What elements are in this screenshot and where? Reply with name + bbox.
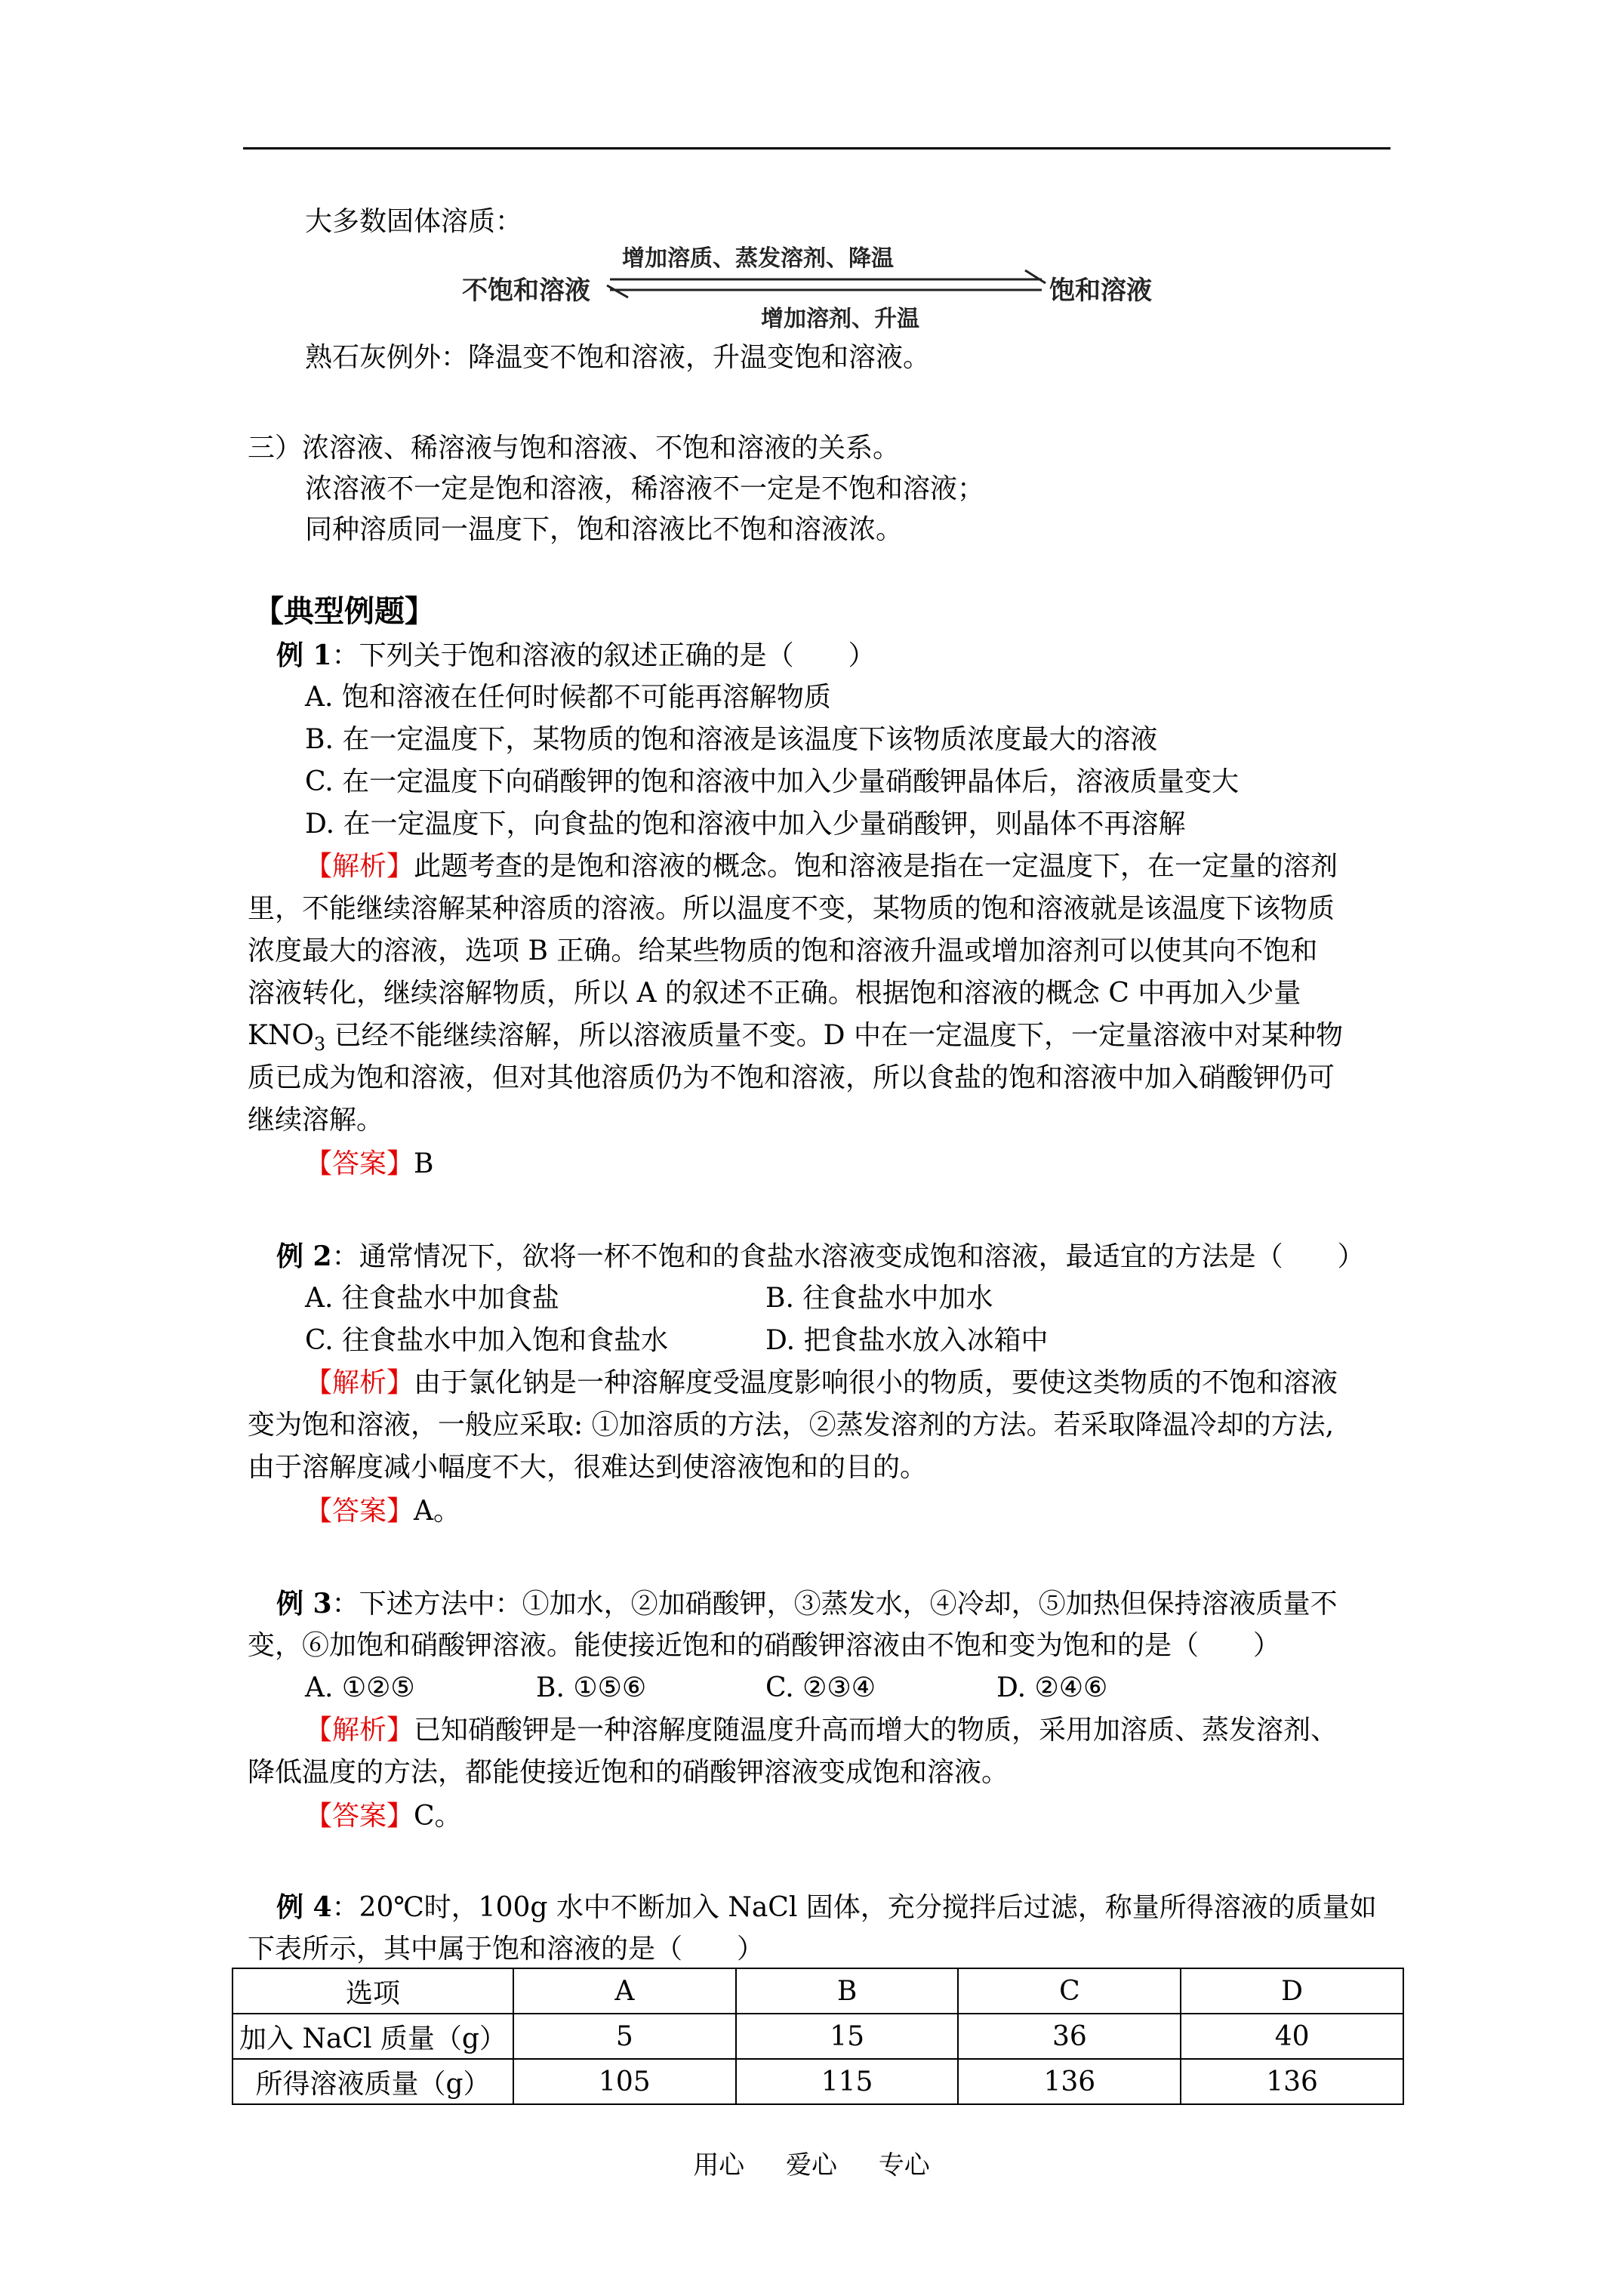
section3-line1: 浓溶液不一定是饱和溶液，稀溶液不一定是不饱和溶液； [305, 473, 985, 504]
ex1-kno-subscript: 3 [313, 1034, 326, 1056]
ex3-answer [305, 1800, 462, 1833]
table-cell: 36 [958, 2014, 1181, 2059]
table-row [233, 2014, 1403, 2059]
ex2-answer [305, 1495, 460, 1528]
ex1-question-text: ：下列关于饱和溶液的叙述正确的是（ ） [331, 640, 876, 671]
ex3-answer-tag: 【答案】 [305, 1801, 414, 1832]
ex2-analysis-line1 [305, 1367, 1338, 1400]
ex1-analysis-line7: 继续溶解。 [248, 1105, 384, 1136]
ex2-question [276, 1240, 1365, 1274]
table-cell: 136 [1181, 2059, 1403, 2104]
forward-arrow-head [1025, 270, 1046, 283]
table-cell: 136 [958, 2059, 1181, 2104]
ex1-analysis-line4: 溶液转化，继续溶解物质，所以 A 的叙述不正确。根据饱和溶液的概念 C 中再加入少量 [248, 978, 1301, 1009]
footer-word: 爱心 [786, 2150, 837, 2180]
ex3-label: 例 3 [276, 1588, 332, 1620]
table-header-row [233, 1968, 1403, 2014]
ex2-option-b: B. 往食盐水中加水 [765, 1283, 993, 1314]
ex1-analysis-line5 [248, 1019, 1343, 1061]
table-cell: 加入 NaCl 质量（g） [233, 2014, 513, 2059]
ex1-analysis-text1: 此题考查的是饱和溶液的概念。饱和溶液是指在一定温度下，在一定量的溶剂 [414, 851, 1338, 882]
ex1-label: 例 1 [276, 639, 332, 671]
section3-line2: 同种溶质同一温度下，饱和溶液比不饱和溶液浓。 [305, 514, 904, 545]
ex2-analysis-line3: 由于溶解度减小幅度不大，很难达到使溶液饱和的目的。 [248, 1452, 928, 1483]
page-footer [0, 2144, 1623, 2181]
ex2-analysis-text1: 由于氯化钠是一种溶解度受温度影响很小的物质，要使这类物质的不饱和溶液 [414, 1367, 1338, 1398]
ex2-label: 例 2 [276, 1240, 332, 1272]
table-cell: 15 [736, 2014, 959, 2059]
ex3-question-line2: 变，⑥加饱和硝酸钾溶液。能使接近饱和的硝酸钾溶液由不饱和变为饱和的是（ ） [248, 1630, 1281, 1661]
ex3-option-b: B. ①⑤⑥ [536, 1672, 647, 1703]
ex1-option-a: A. 饱和溶液在任何时候都不可能再溶解物质 [305, 682, 831, 713]
backward-arrow-head [607, 285, 628, 297]
diagram-top-label: 增加溶质、蒸发溶剂、降温 [622, 245, 894, 272]
ex3-option-c: C. ②③④ [765, 1672, 876, 1703]
ex3-option-a: A. ①②⑤ [305, 1672, 415, 1703]
ex2-answer-value: A。 [414, 1496, 461, 1527]
ex3-question-line1 [276, 1587, 1338, 1621]
ex1-answer-tag: 【答案】 [305, 1148, 414, 1179]
ex1-analysis-tag: 【解析】 [305, 851, 414, 882]
ex2-answer-tag: 【答案】 [305, 1496, 414, 1527]
footer-word: 用心 [693, 2150, 745, 2180]
diagram-bottom-label: 增加溶剂、升温 [761, 306, 919, 331]
diagram-right-label: 饱和溶液 [1049, 276, 1152, 306]
ex1-analysis-line6: 质已成为饱和溶液，但对其他溶质仍为不饱和溶液，所以食盐的饱和溶液中加入硝酸钾仍可 [248, 1062, 1335, 1093]
ex3-answer-value: C。 [414, 1801, 462, 1832]
section3-heading: 三）浓溶液、稀溶液与饱和溶液、不饱和溶液的关系。 [248, 433, 901, 464]
table-row [233, 2059, 1403, 2104]
table-cell: 115 [736, 2059, 959, 2104]
ex1-kno-text: KNO [248, 1020, 314, 1051]
ex1-question [276, 639, 876, 673]
ex1-analysis-text5: 已经不能继续溶解，所以溶液质量不变。D 中在一定温度下，一定量溶液中对某种物 [325, 1020, 1343, 1051]
table-cell: C [958, 1968, 1181, 2014]
ex2-option-c: C. 往食盐水中加入饱和食盐水 [305, 1325, 669, 1356]
ex4-question-line1 [276, 1891, 1377, 1925]
ex4-question-line2: 下表所示，其中属于饱和溶液的是（ ） [248, 1934, 765, 1965]
ex3-analysis-text1: 已知硝酸钾是一种溶解度随温度升高而增大的物质，采用加溶质、蒸发溶剂、 [414, 1715, 1338, 1746]
ex2-question-text: ：通常情况下，欲将一杯不饱和的食盐水溶液变成饱和溶液，最适宜的方法是（ ） [331, 1241, 1365, 1272]
ex2-analysis-line2: 变为饱和溶液，一般应采取: ①加溶质的方法，②蒸发溶剂的方法。若采取降温冷却的方法, [248, 1410, 1335, 1441]
table-cell: A [513, 1968, 736, 2014]
ex3-analysis-tag: 【解析】 [305, 1715, 414, 1746]
ex4-data-table [232, 1968, 1404, 2105]
ex4-label: 例 4 [276, 1891, 332, 1923]
ex1-analysis-line2: 里，不能继续溶解某种溶质的溶液。所以温度不变，某物质的饱和溶液就是该温度下该物质 [248, 893, 1335, 924]
diagram-intro: 大多数固体溶质： [305, 206, 523, 237]
ex1-analysis-line1 [305, 850, 1338, 883]
ex1-answer [305, 1148, 433, 1181]
table-cell: D [1181, 1968, 1403, 2014]
table-cell: 所得溶液质量（g） [233, 2059, 513, 2104]
table-cell: B [736, 1968, 959, 2014]
ex1-option-d: D. 在一定温度下，向食盐的饱和溶液中加入少量硝酸钾，则晶体不再溶解 [305, 809, 1186, 840]
typical-heading: 【典型例题】 [254, 593, 435, 629]
saturation-conversion-diagram [453, 242, 1178, 331]
table-cell: 选项 [233, 1968, 513, 2014]
ex3-analysis-line1 [305, 1714, 1338, 1747]
table-cell: 5 [513, 2014, 736, 2059]
ex2-option-d: D. 把食盐水放入冰箱中 [765, 1325, 1049, 1356]
ex1-option-b: B. 在一定温度下，某物质的饱和溶液是该温度下该物质浓度最大的溶液 [305, 724, 1158, 755]
ex3-analysis-line2: 降低温度的方法，都能使接近饱和的硝酸钾溶液变成饱和溶液。 [248, 1757, 1009, 1788]
ex1-option-c: C. 在一定温度下向硝酸钾的饱和溶液中加入少量硝酸钾晶体后，溶液质量变大 [305, 766, 1240, 797]
ex3-option-d: D. ②④⑥ [996, 1672, 1108, 1703]
ex1-analysis-line3: 浓度最大的溶液，选项 B 正确。给某些物质的饱和溶液升温或增加溶剂可以使其向不饱和 [248, 935, 1318, 966]
ex2-analysis-tag: 【解析】 [305, 1367, 414, 1398]
ex2-option-a: A. 往食盐水中加食盐 [305, 1283, 559, 1314]
footer-word: 专心 [878, 2150, 930, 2180]
ex4-question-text1: ：20℃时，100g 水中不断加入 NaCl 固体，充分搅拌后过滤，称量所得溶液的质量如 [331, 1892, 1377, 1923]
diagram-left-label: 不饱和溶液 [462, 276, 590, 306]
table-cell: 40 [1181, 2014, 1403, 2059]
ex3-question-text1: ：下述方法中：①加水，②加硝酸钾，③蒸发水，④冷却，⑤加热但保持溶液质量不 [331, 1589, 1338, 1620]
header-rule [243, 147, 1390, 149]
table-cell: 105 [513, 2059, 736, 2104]
diagram-exception: 熟石灰例外：降温变不饱和溶液，升温变饱和溶液。 [305, 342, 931, 373]
ex1-answer-value: B [414, 1148, 434, 1179]
